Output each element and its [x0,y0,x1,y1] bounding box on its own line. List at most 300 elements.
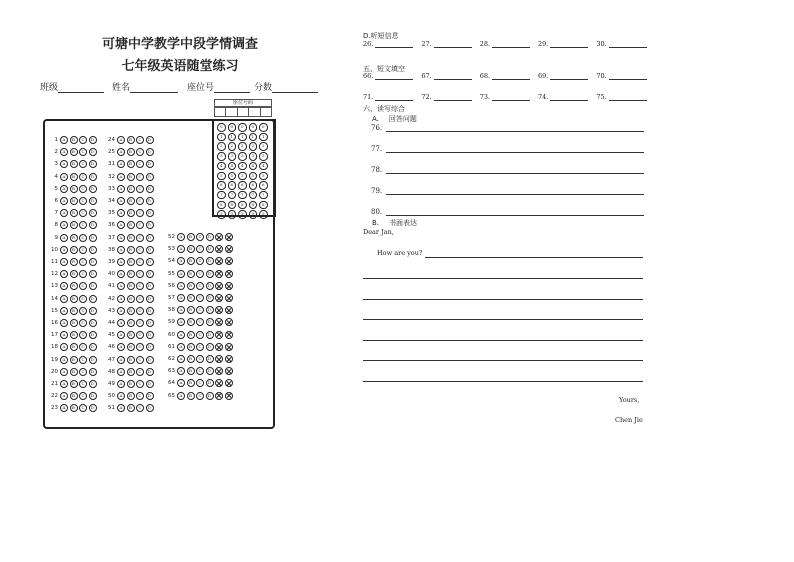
choice-bubble[interactable]: A [117,392,125,400]
seat-digit-bubble[interactable]: 5 [217,172,226,181]
choice-bubble[interactable]: C [136,197,144,205]
choice-bubble[interactable]: D [206,257,214,265]
choice-bubble[interactable]: C [79,209,87,217]
choice-bubble[interactable]: B [70,343,78,351]
choice-bubble[interactable]: C [79,221,87,229]
seat-digit-bubble[interactable]: 2 [238,142,247,151]
choice-bubble[interactable]: D [146,356,154,364]
choice-bubble[interactable]: C [136,234,144,242]
seat-digit-bubble[interactable]: 5 [238,172,247,181]
choice-bubble[interactable]: C [79,197,87,205]
choice-bubble[interactable]: D [89,356,97,364]
choice-bubble[interactable]: D [89,160,97,168]
seat-number-cells[interactable] [214,107,272,117]
choice-bubble[interactable]: A [60,343,68,351]
answer-line[interactable] [386,187,644,195]
choice-bubble[interactable] [215,355,223,363]
choice-bubble[interactable]: B [127,136,135,144]
answer-line[interactable] [386,145,644,153]
choice-bubble[interactable]: B [127,197,135,205]
choice-bubble[interactable]: B [187,245,195,253]
choice-bubble[interactable] [215,331,223,339]
choice-bubble[interactable]: C [79,136,87,144]
fill-blank[interactable] [538,40,588,48]
choice-bubble[interactable]: B [187,379,195,387]
choice-bubble[interactable]: D [206,355,214,363]
choice-bubble[interactable]: C [79,160,87,168]
seat-cell[interactable] [249,107,260,117]
choice-bubble[interactable]: B [187,355,195,363]
blank-line[interactable] [609,94,647,101]
fill-blank[interactable] [363,72,413,80]
choice-bubble[interactable]: B [70,234,78,242]
seat-digit-bubble[interactable]: 1 [238,133,247,142]
choice-bubble[interactable]: C [196,318,204,326]
seat-digit-bubble[interactable]: 6 [259,181,268,190]
choice-bubble[interactable]: C [136,307,144,315]
answer-line[interactable] [386,208,644,216]
choice-bubble[interactable]: C [196,257,204,265]
choice-bubble[interactable]: C [79,307,87,315]
choice-bubble[interactable]: A [177,306,185,314]
choice-bubble[interactable]: D [89,380,97,388]
choice-bubble[interactable]: C [79,234,87,242]
choice-bubble[interactable]: D [146,173,154,181]
seat-digit-bubble[interactable]: 2 [259,142,268,151]
blank-line[interactable] [375,41,413,48]
choice-bubble[interactable]: C [136,270,144,278]
choice-bubble[interactable]: D [89,221,97,229]
choice-bubble[interactable]: B [70,270,78,278]
seat-digit-bubble[interactable]: 5 [259,172,268,181]
seat-digit-bubble[interactable]: 7 [238,191,247,200]
qa-line-row[interactable] [371,166,644,174]
choice-bubble[interactable]: C [196,379,204,387]
choice-bubble[interactable]: D [89,295,97,303]
choice-bubble[interactable]: D [146,270,154,278]
choice-bubble[interactable]: A [60,258,68,266]
blank-line[interactable] [375,73,413,80]
choice-bubble[interactable] [215,245,223,253]
choice-bubble[interactable]: C [196,343,204,351]
choice-bubble[interactable]: C [136,160,144,168]
blank-line[interactable] [550,94,588,101]
choice-bubble[interactable]: D [206,245,214,253]
choice-bubble[interactable]: A [60,209,68,217]
choice-bubble[interactable]: D [89,270,97,278]
choice-bubble[interactable]: A [60,246,68,254]
choice-bubble[interactable]: A [60,234,68,242]
choice-bubble[interactable]: D [146,343,154,351]
qa-line-row[interactable] [371,208,644,216]
seat-digit-bubble[interactable]: 0 [249,123,258,132]
seat-digit-bubble[interactable]: 7 [259,191,268,200]
fill-blank[interactable] [480,72,530,80]
qa-line-row[interactable] [371,145,644,153]
seat-digit-bubble[interactable]: 0 [228,123,237,132]
name-field[interactable] [112,80,178,93]
choice-bubble[interactable]: A [117,343,125,351]
choice-bubble[interactable]: C [196,306,204,314]
choice-bubble[interactable]: C [136,368,144,376]
choice-bubble[interactable]: C [196,233,204,241]
blank-line[interactable] [492,73,530,80]
choice-bubble[interactable]: C [79,368,87,376]
choice-bubble[interactable]: D [146,282,154,290]
choice-bubble[interactable]: D [89,197,97,205]
choice-bubble[interactable]: B [70,392,78,400]
choice-bubble[interactable]: B [187,318,195,326]
seat-digit-bubble[interactable]: 8 [217,201,226,210]
choice-bubble[interactable]: B [127,246,135,254]
choice-bubble[interactable]: A [117,173,125,181]
choice-bubble[interactable]: A [177,379,185,387]
choice-bubble[interactable]: D [146,295,154,303]
choice-bubble[interactable]: A [60,356,68,364]
blank-line[interactable] [492,41,530,48]
choice-bubble[interactable]: A [177,282,185,290]
choice-bubble[interactable]: A [117,270,125,278]
choice-bubble[interactable]: D [146,331,154,339]
choice-bubble[interactable]: A [60,270,68,278]
seat-digit-bubble[interactable]: 7 [228,191,237,200]
seat-digit-bubble[interactable]: 3 [259,152,268,161]
seat-digit-bubble[interactable]: 8 [238,201,247,210]
choice-bubble[interactable]: D [89,282,97,290]
choice-bubble[interactable]: D [89,258,97,266]
choice-bubble[interactable]: A [60,221,68,229]
choice-bubble[interactable]: B [70,221,78,229]
choice-bubble[interactable]: C [136,392,144,400]
choice-bubble[interactable]: B [70,160,78,168]
choice-bubble[interactable]: D [89,234,97,242]
choice-bubble[interactable] [225,331,233,339]
fill-blank[interactable] [421,93,471,101]
score-field[interactable] [254,80,318,93]
choice-bubble[interactable]: D [146,404,154,412]
choice-bubble[interactable] [225,306,233,314]
choice-bubble[interactable]: A [117,295,125,303]
choice-bubble[interactable]: D [89,392,97,400]
choice-bubble[interactable]: C [79,331,87,339]
choice-bubble[interactable]: B [70,319,78,327]
choice-bubble[interactable]: C [136,258,144,266]
seat-digit-bubble[interactable]: 4 [249,162,258,171]
choice-bubble[interactable]: C [136,246,144,254]
choice-bubble[interactable]: B [70,331,78,339]
choice-bubble[interactable] [215,233,223,241]
choice-bubble[interactable]: B [127,356,135,364]
choice-bubble[interactable] [225,282,233,290]
choice-bubble[interactable] [225,233,233,241]
choice-bubble[interactable]: D [206,331,214,339]
choice-bubble[interactable]: A [117,368,125,376]
seat-digit-bubble[interactable]: 1 [228,133,237,142]
writing-line[interactable] [425,250,643,258]
choice-bubble[interactable]: A [117,246,125,254]
choice-bubble[interactable]: B [127,221,135,229]
choice-bubble[interactable]: D [146,258,154,266]
choice-bubble[interactable] [225,367,233,375]
choice-bubble[interactable]: B [127,173,135,181]
choice-bubble[interactable]: C [79,356,87,364]
seat-digit-bubble[interactable]: 9 [249,210,258,219]
choice-bubble[interactable]: D [146,392,154,400]
choice-bubble[interactable]: B [187,306,195,314]
choice-bubble[interactable]: B [70,246,78,254]
choice-bubble[interactable]: D [89,404,97,412]
choice-bubble[interactable]: D [206,343,214,351]
choice-bubble[interactable]: C [79,173,87,181]
choice-bubble[interactable]: C [196,294,204,302]
choice-bubble[interactable]: C [196,367,204,375]
seat-digit-bubble[interactable]: 9 [217,210,226,219]
choice-bubble[interactable] [215,343,223,351]
choice-bubble[interactable]: C [136,356,144,364]
choice-bubble[interactable]: B [187,233,195,241]
choice-bubble[interactable]: A [117,258,125,266]
choice-bubble[interactable]: D [206,392,214,400]
choice-bubble[interactable]: A [177,233,185,241]
choice-bubble[interactable]: D [206,233,214,241]
choice-bubble[interactable] [225,355,233,363]
blank-line[interactable] [434,41,472,48]
choice-bubble[interactable]: B [70,404,78,412]
fill-blank[interactable] [596,93,646,101]
choice-bubble[interactable]: B [187,392,195,400]
choice-bubble[interactable]: D [146,209,154,217]
seat-digit-bubble[interactable]: 3 [228,152,237,161]
fill-blank[interactable] [421,72,471,80]
answer-line[interactable] [386,124,644,132]
fill-blank[interactable] [538,72,588,80]
choice-bubble[interactable]: D [89,307,97,315]
seat-digit-bubble[interactable]: 8 [228,201,237,210]
choice-bubble[interactable]: B [70,258,78,266]
choice-bubble[interactable]: A [117,148,125,156]
choice-bubble[interactable]: B [70,173,78,181]
choice-bubble[interactable]: A [60,136,68,144]
choice-bubble[interactable]: D [146,197,154,205]
fill-blank[interactable] [363,40,413,48]
choice-bubble[interactable]: A [60,380,68,388]
choice-bubble[interactable]: B [127,380,135,388]
choice-bubble[interactable]: C [79,343,87,351]
choice-bubble[interactable]: D [146,319,154,327]
choice-bubble[interactable] [215,270,223,278]
choice-bubble[interactable]: C [136,136,144,144]
seat-digit-bubble[interactable]: 8 [259,201,268,210]
seat-digit-bubble[interactable]: 4 [259,162,268,171]
choice-bubble[interactable]: A [177,245,185,253]
choice-bubble[interactable]: B [127,319,135,327]
choice-bubble[interactable]: A [117,209,125,217]
seat-digit-bubble[interactable]: 9 [259,210,268,219]
choice-bubble[interactable]: D [146,160,154,168]
choice-bubble[interactable]: C [196,355,204,363]
choice-bubble[interactable]: C [136,343,144,351]
choice-bubble[interactable]: B [70,368,78,376]
choice-bubble[interactable]: C [136,404,144,412]
choice-bubble[interactable]: C [196,245,204,253]
choice-bubble[interactable]: B [127,404,135,412]
choice-bubble[interactable]: B [187,331,195,339]
choice-bubble[interactable]: A [117,319,125,327]
writing-line[interactable] [363,278,643,279]
seat-cell[interactable] [214,107,226,117]
choice-bubble[interactable] [225,318,233,326]
choice-bubble[interactable]: B [127,185,135,193]
choice-bubble[interactable]: C [79,404,87,412]
choice-bubble[interactable]: C [79,246,87,254]
fill-blank[interactable] [596,72,646,80]
choice-bubble[interactable]: B [127,307,135,315]
choice-bubble[interactable]: A [177,392,185,400]
choice-bubble[interactable]: B [127,282,135,290]
choice-bubble[interactable]: B [127,234,135,242]
choice-bubble[interactable]: C [79,380,87,388]
seat-digit-bubble[interactable]: 4 [228,162,237,171]
choice-bubble[interactable]: A [117,185,125,193]
seat-cell[interactable] [226,107,237,117]
choice-bubble[interactable]: B [127,258,135,266]
seat-digit-bubble[interactable]: 6 [217,181,226,190]
seat-field[interactable] [187,80,250,93]
choice-bubble[interactable]: B [127,331,135,339]
choice-bubble[interactable]: D [89,331,97,339]
choice-bubble[interactable]: C [79,282,87,290]
seat-digit-bubble[interactable]: 7 [217,191,226,200]
seat-digit-bubble[interactable]: 6 [249,181,258,190]
choice-bubble[interactable]: D [89,343,97,351]
seat-cell[interactable] [261,107,272,117]
choice-bubble[interactable]: B [127,343,135,351]
choice-bubble[interactable]: B [187,257,195,265]
choice-bubble[interactable]: A [60,331,68,339]
fill-blank[interactable] [596,40,646,48]
choice-bubble[interactable] [215,367,223,375]
seat-digit-bubble[interactable]: 0 [217,123,226,132]
blank-line[interactable] [492,94,530,101]
seat-digit-bubble[interactable]: 7 [249,191,258,200]
seat-digit-bubble[interactable]: 5 [228,172,237,181]
choice-bubble[interactable]: A [177,355,185,363]
choice-bubble[interactable]: A [60,160,68,168]
choice-bubble[interactable]: D [146,246,154,254]
choice-bubble[interactable]: B [70,148,78,156]
choice-bubble[interactable]: D [146,368,154,376]
choice-bubble[interactable] [225,392,233,400]
choice-bubble[interactable]: C [136,209,144,217]
fill-blank[interactable] [421,40,471,48]
choice-bubble[interactable]: A [117,307,125,315]
choice-bubble[interactable]: A [60,368,68,376]
choice-bubble[interactable]: D [146,380,154,388]
choice-bubble[interactable]: C [136,331,144,339]
writing-line[interactable] [363,319,643,320]
choice-bubble[interactable] [225,294,233,302]
choice-bubble[interactable]: A [60,148,68,156]
choice-bubble[interactable]: C [136,319,144,327]
choice-bubble[interactable] [215,257,223,265]
choice-bubble[interactable]: B [70,356,78,364]
choice-bubble[interactable]: C [79,392,87,400]
choice-bubble[interactable] [215,392,223,400]
choice-bubble[interactable]: A [177,318,185,326]
writing-line[interactable] [363,381,643,382]
choice-bubble[interactable] [225,379,233,387]
seat-digit-bubble[interactable]: 9 [238,210,247,219]
choice-bubble[interactable]: B [127,209,135,217]
choice-bubble[interactable]: C [136,148,144,156]
choice-bubble[interactable]: A [60,392,68,400]
fill-blank[interactable] [480,93,530,101]
choice-bubble[interactable] [225,245,233,253]
choice-bubble[interactable]: B [187,294,195,302]
qa-line-row[interactable] [371,124,644,132]
choice-bubble[interactable]: A [117,160,125,168]
choice-bubble[interactable]: B [187,282,195,290]
choice-bubble[interactable] [215,282,223,290]
choice-bubble[interactable]: C [136,221,144,229]
choice-bubble[interactable]: A [117,380,125,388]
choice-bubble[interactable]: A [117,282,125,290]
choice-bubble[interactable]: A [177,294,185,302]
choice-bubble[interactable]: D [89,185,97,193]
choice-bubble[interactable]: C [79,295,87,303]
choice-bubble[interactable]: C [136,185,144,193]
choice-bubble[interactable]: D [89,173,97,181]
seat-digit-bubble[interactable]: 1 [249,133,258,142]
choice-bubble[interactable]: B [127,392,135,400]
seat-digit-bubble[interactable]: 9 [228,210,237,219]
blank-line[interactable] [375,94,413,101]
blank-line[interactable] [550,73,588,80]
choice-bubble[interactable]: A [117,234,125,242]
choice-bubble[interactable]: B [187,343,195,351]
choice-bubble[interactable]: B [127,148,135,156]
choice-bubble[interactable]: D [206,318,214,326]
choice-bubble[interactable]: A [60,282,68,290]
choice-bubble[interactable]: D [89,246,97,254]
seat-digit-bubble[interactable]: 2 [217,142,226,151]
choice-bubble[interactable]: A [117,356,125,364]
choice-bubble[interactable]: D [146,307,154,315]
seat-digit-bubble[interactable]: 1 [217,133,226,142]
choice-bubble[interactable]: D [89,368,97,376]
choice-bubble[interactable]: A [117,197,125,205]
choice-bubble[interactable]: D [146,148,154,156]
choice-bubble[interactable]: A [60,185,68,193]
blank-line[interactable] [434,73,472,80]
choice-bubble[interactable]: C [136,295,144,303]
writing-line[interactable] [363,360,643,361]
choice-bubble[interactable]: D [206,270,214,278]
choice-bubble[interactable]: B [70,209,78,217]
choice-bubble[interactable]: A [177,257,185,265]
choice-bubble[interactable]: B [127,368,135,376]
choice-bubble[interactable]: D [146,185,154,193]
choice-bubble[interactable]: B [70,136,78,144]
choice-bubble[interactable]: B [70,185,78,193]
choice-bubble[interactable]: A [60,295,68,303]
seat-digit-bubble[interactable]: 4 [238,162,247,171]
choice-bubble[interactable]: A [177,367,185,375]
seat-digit-bubble[interactable]: 3 [217,152,226,161]
choice-bubble[interactable]: B [70,380,78,388]
choice-bubble[interactable]: B [127,160,135,168]
choice-bubble[interactable]: A [177,270,185,278]
